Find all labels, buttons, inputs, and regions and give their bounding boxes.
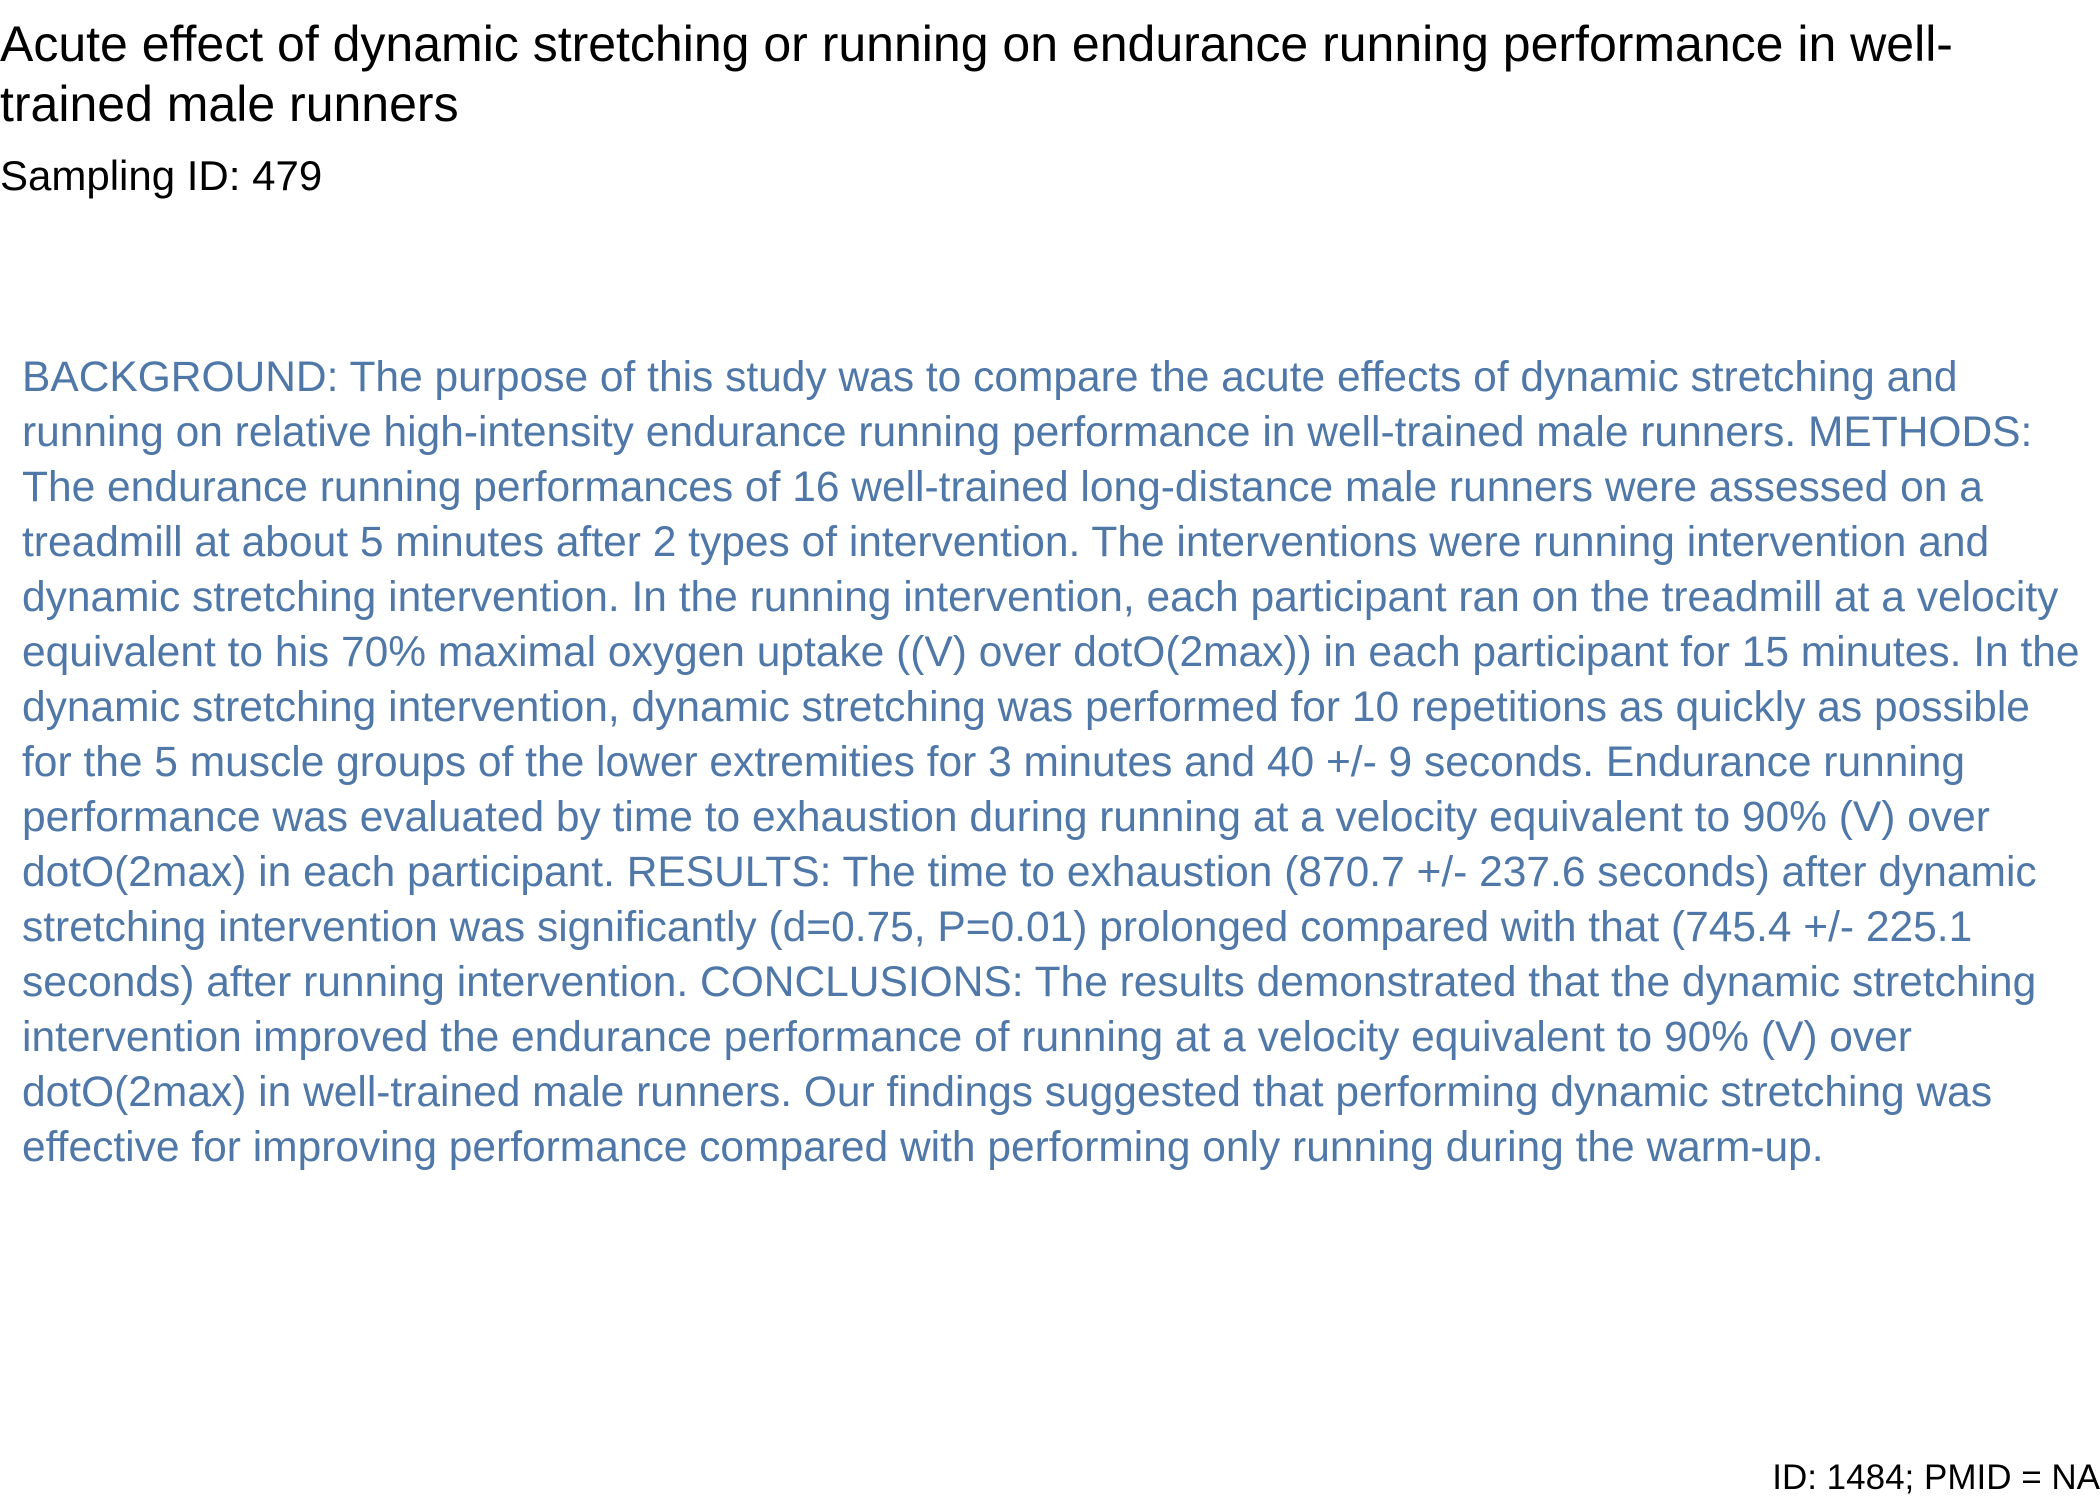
footer-id: ID: 1484; PMID = NA — [1772, 1458, 2100, 1497]
document-title: Acute effect of dynamic stretching or running on endurance running performance in well-trained male runners — [0, 16, 1953, 132]
abstract-text: BACKGROUND: The purpose of this study was to compare the acute effects of dynamic stretching and running on relative high-intensity endurance running performance in well-trained male runners. METHODS: The endurance running performances of 16 well-trained long-distance male runners were assessed on a treadmill at about 5 minutes after 2 types of intervention. The interventions were running intervention and dynamic stretching intervention. In the running intervention, each participant ran on the treadmill at a velocity equivalent to his 70% maximal oxygen uptake ((V) over dotO(2max)) in each participant for 15 minutes. In the dynamic stretching intervention, dynamic stretching was performed for 10 repetitions as quickly as possible for the 5 muscle groups of the lower extremities for 3 minutes and 40 +/- 9 seconds. Endurance running performance was evaluated by time to exhaustion during running at a velocity equivalent to 90% (V) over dotO(2max) in each participant. RESULTS: The time to exhaustion (870.7 +/- 237.6 seconds) after dynamic stretching intervention was significantly (d=0.75, P=0.01) prolonged compared with that (745.4 +/- 225.1 seconds) after running intervention. CONCLUSIONS: The results demonstrated that the dynamic stretching intervention improved the endurance performance of running at a velocity equivalent to 90% (V) over dotO(2max) in well-trained male runners. Our findings suggested that performing dynamic stretching was effective for improving performance compared with performing only running during the warm-up. — [22, 354, 2080, 1171]
sampling-id: Sampling ID: 479 — [0, 152, 323, 199]
